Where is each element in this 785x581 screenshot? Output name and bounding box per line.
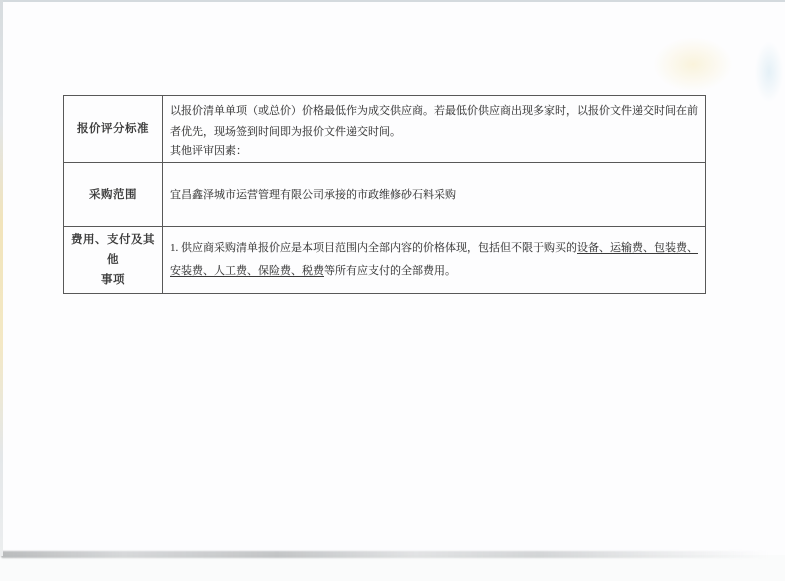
row-label-quote-scoring-cell (64, 96, 163, 163)
procurement-scope-text: 宜昌鑫泽城市运营管理有限公司承接的市政维修砂石料采购 (170, 188, 456, 201)
procurement-terms-table (63, 95, 706, 294)
scan-edge-top (0, 0, 785, 2)
row-label-procurement-scope-cell (64, 163, 163, 227)
quote-scoring-rule-text: 以报价清单单项（或总价）价格最低作为成交供应商。若最低价供应商出现多家时，以报价文件递交时间在前者优先，现场签到时间即为报价文件递交时间。 (170, 105, 698, 138)
row-content-fees-payment-cell (163, 227, 706, 294)
row-content-quote-scoring-cell (163, 96, 706, 163)
scan-stain-right-edge (755, 42, 783, 102)
scan-edge-left (0, 0, 3, 556)
other-review-factors-text: 其他评审因素： (170, 145, 247, 157)
row-label-fees-payment-line1: 费用、支付及其他 (71, 234, 155, 266)
scan-artifact-bottom-edge (1, 551, 769, 558)
row-content-procurement-scope-cell (163, 163, 706, 227)
table-row-procurement-scope (64, 163, 706, 227)
scan-stain-top-right (653, 37, 733, 92)
document-page (3, 2, 785, 555)
row-label-fees-payment-line2: 事项 (101, 274, 125, 286)
fees-text-pre: 1. 供应商采购清单报价应是本项目范围内全部内容的价格体现，包括但不限于购买的 (170, 242, 577, 254)
table-row-fees-payment (64, 227, 706, 294)
table-row-quote-scoring (64, 96, 706, 163)
fees-text-post: 等所有应支付的全部费用。 (324, 265, 456, 277)
row-label-procurement-scope: 采购范围 (89, 188, 137, 201)
fees-text-underlined: 设备、运输费、包装费、安装费、人工费、保险费、税费 (170, 242, 698, 277)
row-label-fees-payment-cell (64, 227, 163, 294)
row-label-quote-scoring: 报价评分标准 (77, 123, 149, 135)
fees-payment-text (170, 237, 698, 283)
